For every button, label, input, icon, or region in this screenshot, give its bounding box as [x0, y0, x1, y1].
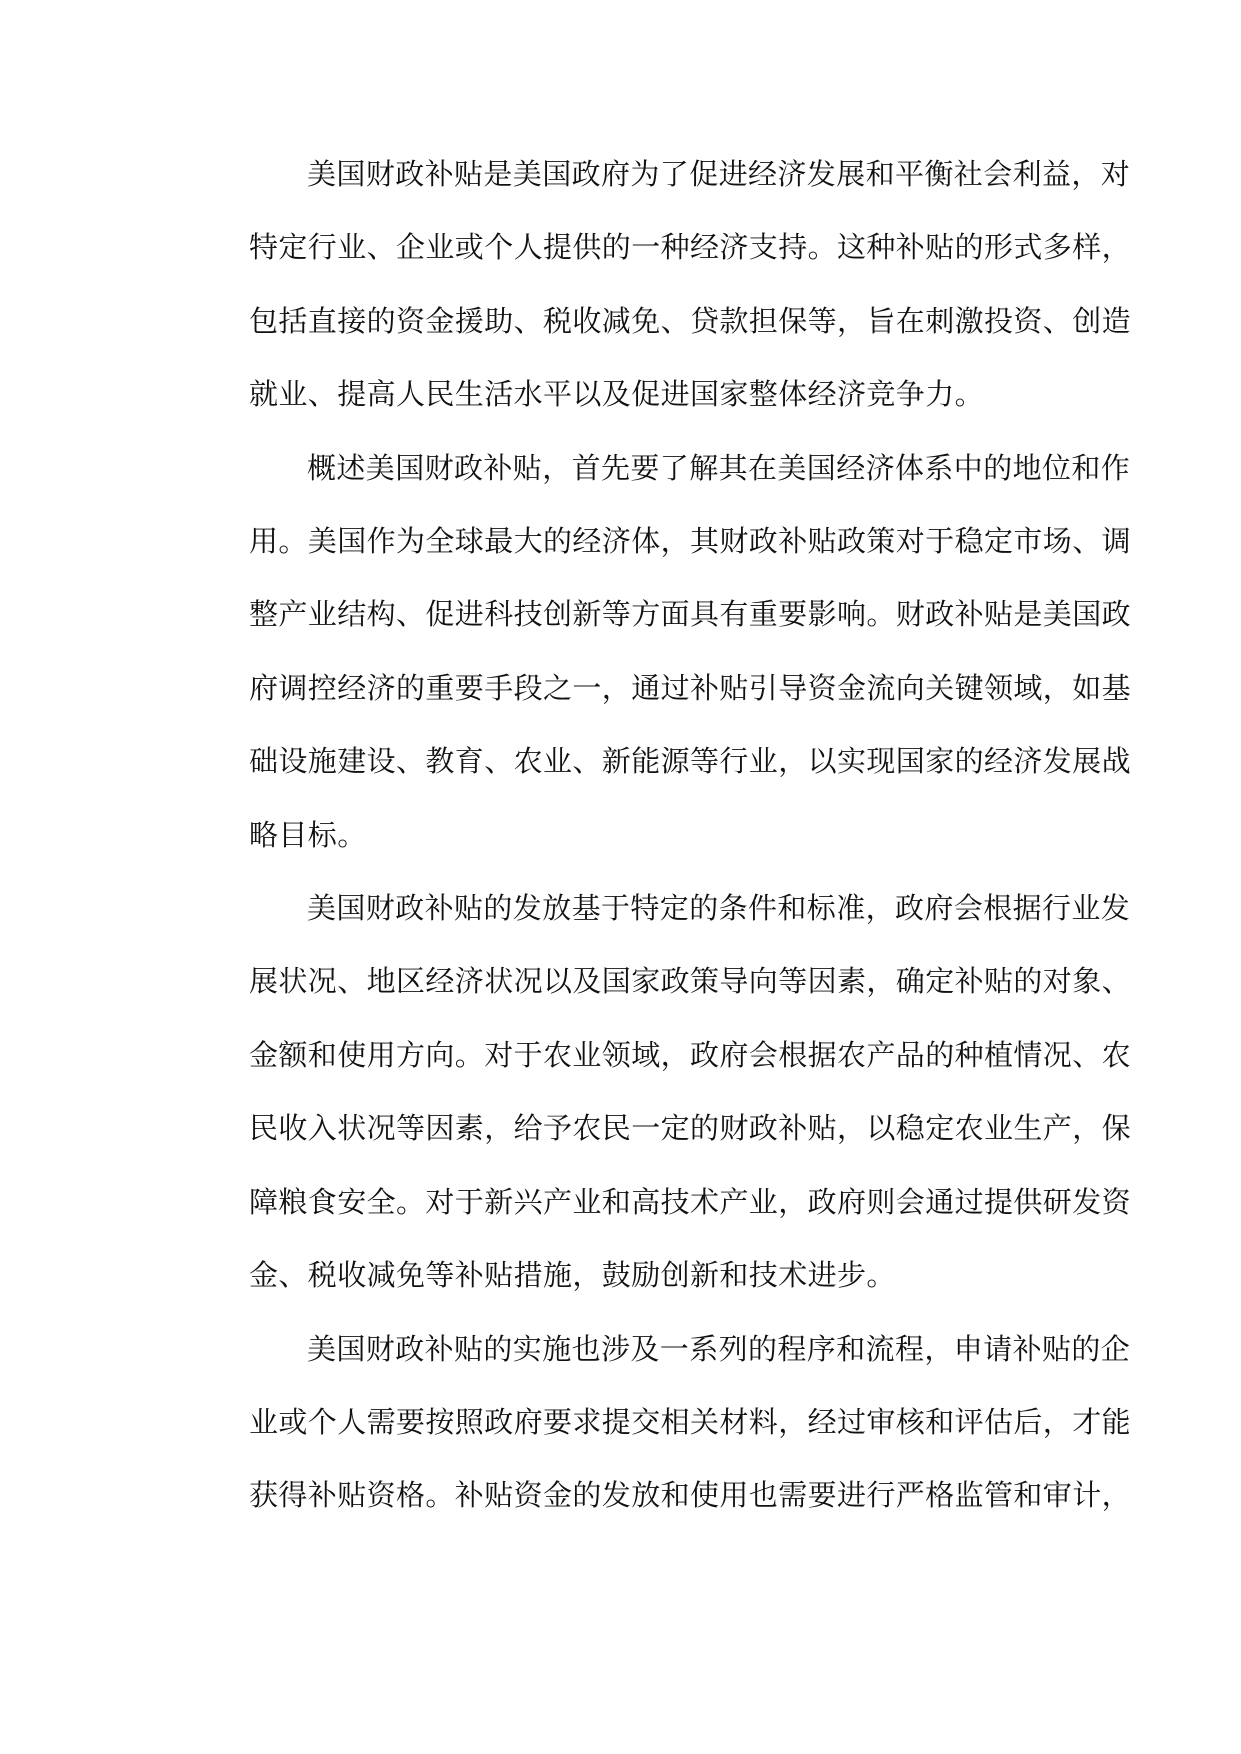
- paragraph-3: [191, 872, 1132, 1312]
- text-line: 金、税收减免等补贴措施，鼓励创新和技术进步。: [249, 1258, 896, 1293]
- paragraph-4: [191, 1313, 1132, 1533]
- text-line: 就业、提高人民生活水平以及促进国家整体经济竞争力。: [249, 377, 985, 412]
- text-line: 金额和使用方向。对于农业领域，政府会根据农产品的种植情况、农: [249, 1037, 1132, 1072]
- text-line: 用。美国作为全球最大的经济体，其财政补贴政策对于稳定市场、调: [249, 524, 1132, 559]
- text-line: 特定行业、企业或个人提供的一种经济支持。这种补贴的形式多样，: [249, 230, 1132, 265]
- text-line: 获得补贴资格。补贴资金的发放和使用也需要进行严格监管和审计，: [249, 1478, 1132, 1513]
- document-body: [191, 138, 1132, 1533]
- text-line: 概述美国财政补贴，首先要了解其在美国经济体系中的地位和作: [307, 450, 1131, 485]
- text-line: 展状况、地区经济状况以及国家政策导向等因素，确定补贴的对象、: [249, 964, 1132, 999]
- text-line: 包括直接的资金援助、税收减免、贷款担保等，旨在刺激投资、创造: [249, 303, 1132, 338]
- text-line: 业或个人需要按照政府要求提交相关材料，经过审核和评估后，才能: [249, 1404, 1132, 1439]
- text-line: 美国财政补贴的发放基于特定的条件和标准，政府会根据行业发: [307, 891, 1131, 926]
- text-line: 略目标。: [249, 817, 367, 852]
- text-line: 础设施建设、教育、农业、新能源等行业，以实现国家的经济发展战: [249, 744, 1132, 779]
- text-line: 民收入状况等因素，给予农民一定的财政补贴，以稳定农业生产，保: [249, 1111, 1132, 1146]
- text-line: 整产业结构、促进科技创新等方面具有重要影响。财政补贴是美国政: [249, 597, 1132, 632]
- text-line: 府调控经济的重要手段之一，通过补贴引导资金流向关键领域，如基: [249, 670, 1132, 705]
- text-line: 美国财政补贴的实施也涉及一系列的程序和流程，申请补贴的企: [307, 1331, 1131, 1366]
- text-line: 美国财政补贴是美国政府为了促进经济发展和平衡社会利益，对: [307, 157, 1131, 191]
- paragraph-1: [191, 138, 1132, 432]
- text-line: 障粮食安全。对于新兴产业和高技术产业，政府则会通过提供研发资: [249, 1184, 1132, 1219]
- paragraph-2: [191, 432, 1132, 872]
